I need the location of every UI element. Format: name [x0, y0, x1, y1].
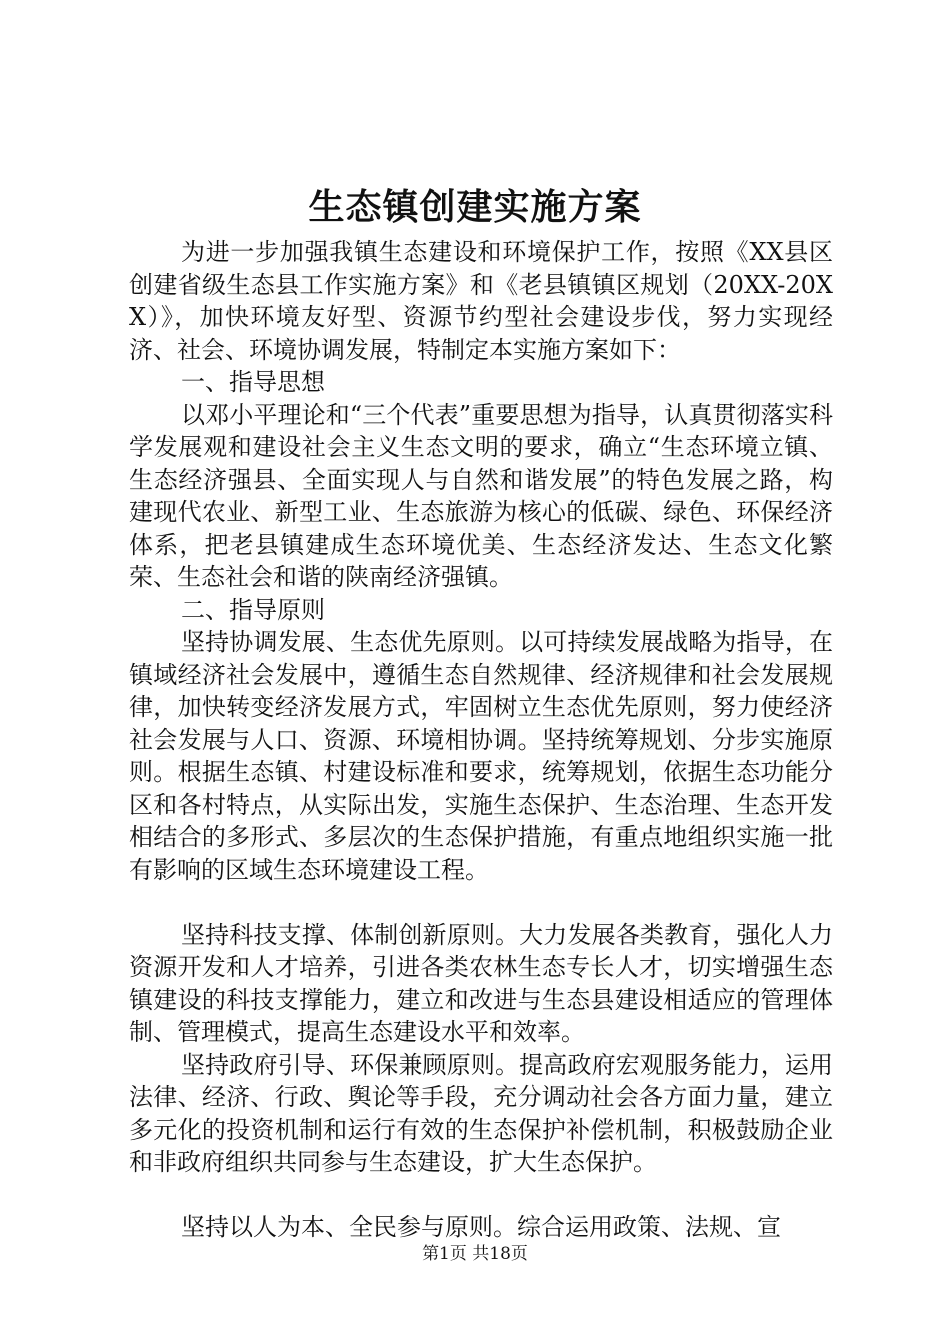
guiding-ideology-paragraph: 以邓小平理论和“三个代表”重要思想为指导，认真贯彻落实科学发展观和建设社会主义生态文明的要求，确立“生态环境立镇、生态经济强县、全面实现人与自然和谐发展”的特色发展之路，构建现代农业、新型工业、生态旅游为核心的低碳、绿色、环保经济体系，把老县镇建成生态环境优美、生态经济发达、生态文化繁荣、生态社会和谐的陕南经济强镇。 — [129, 400, 833, 591]
section-heading-guiding-principles: 二、指导原则 — [181, 595, 325, 624]
document-body — [129, 236, 833, 1244]
principle-paragraph-technology: 坚持科技支撑、体制创新原则。大力发展各类教育，强化人力资源开发和人才培养，引进各类农林生态专长人才，切实增强生态镇建设的科技支撑能力，建立和改进与生态县建设相适应的管理体制、管理模式，提高生态建设水平和效率。 — [129, 920, 833, 1046]
principle-paragraph-people: 坚持以人为本、全民参与原则。综合运用政策、法规、宣 — [181, 1213, 781, 1241]
section-heading-guiding-ideology: 一、指导思想 — [181, 368, 325, 396]
principle-paragraph-coordination: 坚持协调发展、生态优先原则。以可持续发展战略为指导，在镇域经济社会发展中，遵循生态自然规律、经济规律和社会发展规律，加快转变经济发展方式，牢固树立生态优先原则，努力使经济社会发展与人口、资源、环境相协调。坚持统筹规划、分步实施原则。根据生态镇、村建设标准和要求，统筹规划，依据生态功能分区和各村特点，从实际出发，实施生态保护、生态治理、生态开发相结合的多形式、多层次的生态保护措施，有重点地组织实施一批有影响的区域生态环境建设工程。 — [129, 628, 833, 884]
paragraph-spacer — [129, 1179, 833, 1212]
principle-paragraph-government: 坚持政府引导、环保兼顾原则。提高政府宏观服务能力，运用法律、经济、行政、舆论等手段，充分调动社会各方面力量，建立多元化的投资机制和运行有效的生态保护补偿机制，积极鼓励企业和非政府组织共同参与生态建设，扩大生态保护。 — [129, 1050, 833, 1176]
page-number-footer: 第1页 共18页 — [422, 1244, 528, 1264]
document-title: 生态镇创建实施方案 — [308, 186, 642, 228]
intro-paragraph: 为进一步加强我镇生态建设和环境保护工作，按照《XX县区创建省级生态县工作实施方案》和《老县镇镇区规划（20XX-20XX）》，加快环境友好型、资源节约型社会建设步伐，努力实现经济、社会、环境协调发展，特制定本实施方案如下： — [129, 238, 833, 364]
paragraph-spacer — [129, 886, 833, 919]
